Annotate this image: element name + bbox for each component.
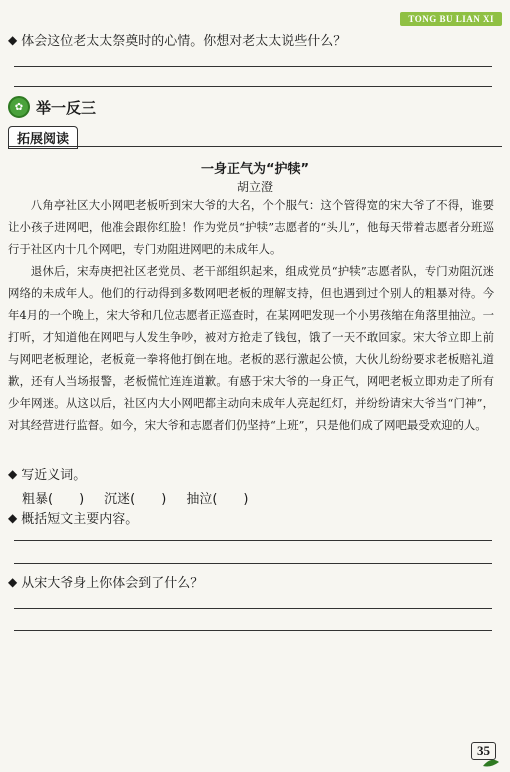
header-tag: TONG BU LIAN XI bbox=[400, 12, 502, 26]
diamond-bullet-icon: ◆ bbox=[8, 466, 18, 481]
diamond-bullet-icon: ◆ bbox=[8, 574, 18, 589]
answer-line bbox=[14, 563, 492, 564]
story-author: 胡立澄 bbox=[236, 180, 273, 194]
answer-line bbox=[14, 630, 492, 631]
synonym-row bbox=[22, 488, 248, 507]
answer-line bbox=[14, 540, 492, 541]
story-body bbox=[8, 194, 494, 436]
tab-divider bbox=[8, 146, 502, 147]
leaf-icon bbox=[482, 758, 500, 768]
section-title: 举一反三 bbox=[36, 98, 97, 117]
question-3 bbox=[8, 508, 138, 527]
story-paragraph: 八角亭社区大小网吧老板听到宋大爷的大名，个个服气：这个管得宽的宋大爷了不得，谁要让小孩子进网吧，他准会跟你红脸！作为党员“护犊”志愿者的“头儿”，他每天带着志愿者分班巡行于社区内十几个网吧，专门劝阻进网吧的未成年人。 bbox=[8, 198, 494, 256]
question-3-text: 概括短文主要内容。 bbox=[21, 512, 139, 527]
question-1 bbox=[8, 30, 346, 49]
page-number: 35 bbox=[471, 742, 496, 760]
diamond-bullet-icon: ◆ bbox=[8, 510, 18, 525]
section-badge-icon: ✿ bbox=[8, 96, 30, 118]
answer-line bbox=[14, 86, 492, 87]
question-4 bbox=[8, 572, 203, 591]
question-1-text: 体会这位老太太祭奠时的心情。你想对老太太说些什么？ bbox=[21, 34, 347, 49]
story-paragraph: 退休后，宋寿庚把社区老党员、老干部组织起来，组成党员“护犊”志愿者队，专门劝阻沉迷网络的未成年人。他们的行动得到多数网吧老板的理解支持，但也遇到过个别人的粗暴对待。今年4月的一个晚上，宋大爷和几位志愿者正巡查时，在某网吧发现一个小男孩缩在角落里抽泣。一打听，才知道他在网吧与人发生争吵，被对方抢走了钱包，饿了一天不敢回家。宋大爷立即上前与网吧老板理论，老板竟一拳将他打倒在地。老板的恶行激起公愤，大伙儿纷纷要求老板赔礼道歉，还有人当场报警，老板慌忙连连道歉。有感于宋大爷的一身正气，网吧老板立即劝走了所有少年网迷。从这以后，社区内大小网吧都主动向未成年人亮起红灯，并纷纷请宋大爷当“门神”，对其经营进行监督。如今，宋大爷和志愿者们仍坚持“上班”，只是他们成了网吧最受欢迎的人。 bbox=[8, 264, 494, 432]
question-2-text: 写近义词。 bbox=[21, 468, 87, 483]
story-title: 一身正气为“护犊” bbox=[200, 162, 310, 177]
synonym-item: 粗暴( ) bbox=[22, 492, 85, 507]
synonym-item: 沉迷( ) bbox=[104, 492, 167, 507]
question-2 bbox=[8, 464, 86, 483]
diamond-bullet-icon: ◆ bbox=[8, 32, 18, 47]
section-heading bbox=[8, 96, 96, 118]
question-4-text: 从宋大爷身上你体会到了什么？ bbox=[21, 576, 204, 591]
extended-reading-tab: 拓展阅读 bbox=[8, 126, 78, 149]
synonym-item: 抽泣( ) bbox=[186, 492, 249, 507]
answer-line bbox=[14, 66, 492, 67]
answer-line bbox=[14, 608, 492, 609]
